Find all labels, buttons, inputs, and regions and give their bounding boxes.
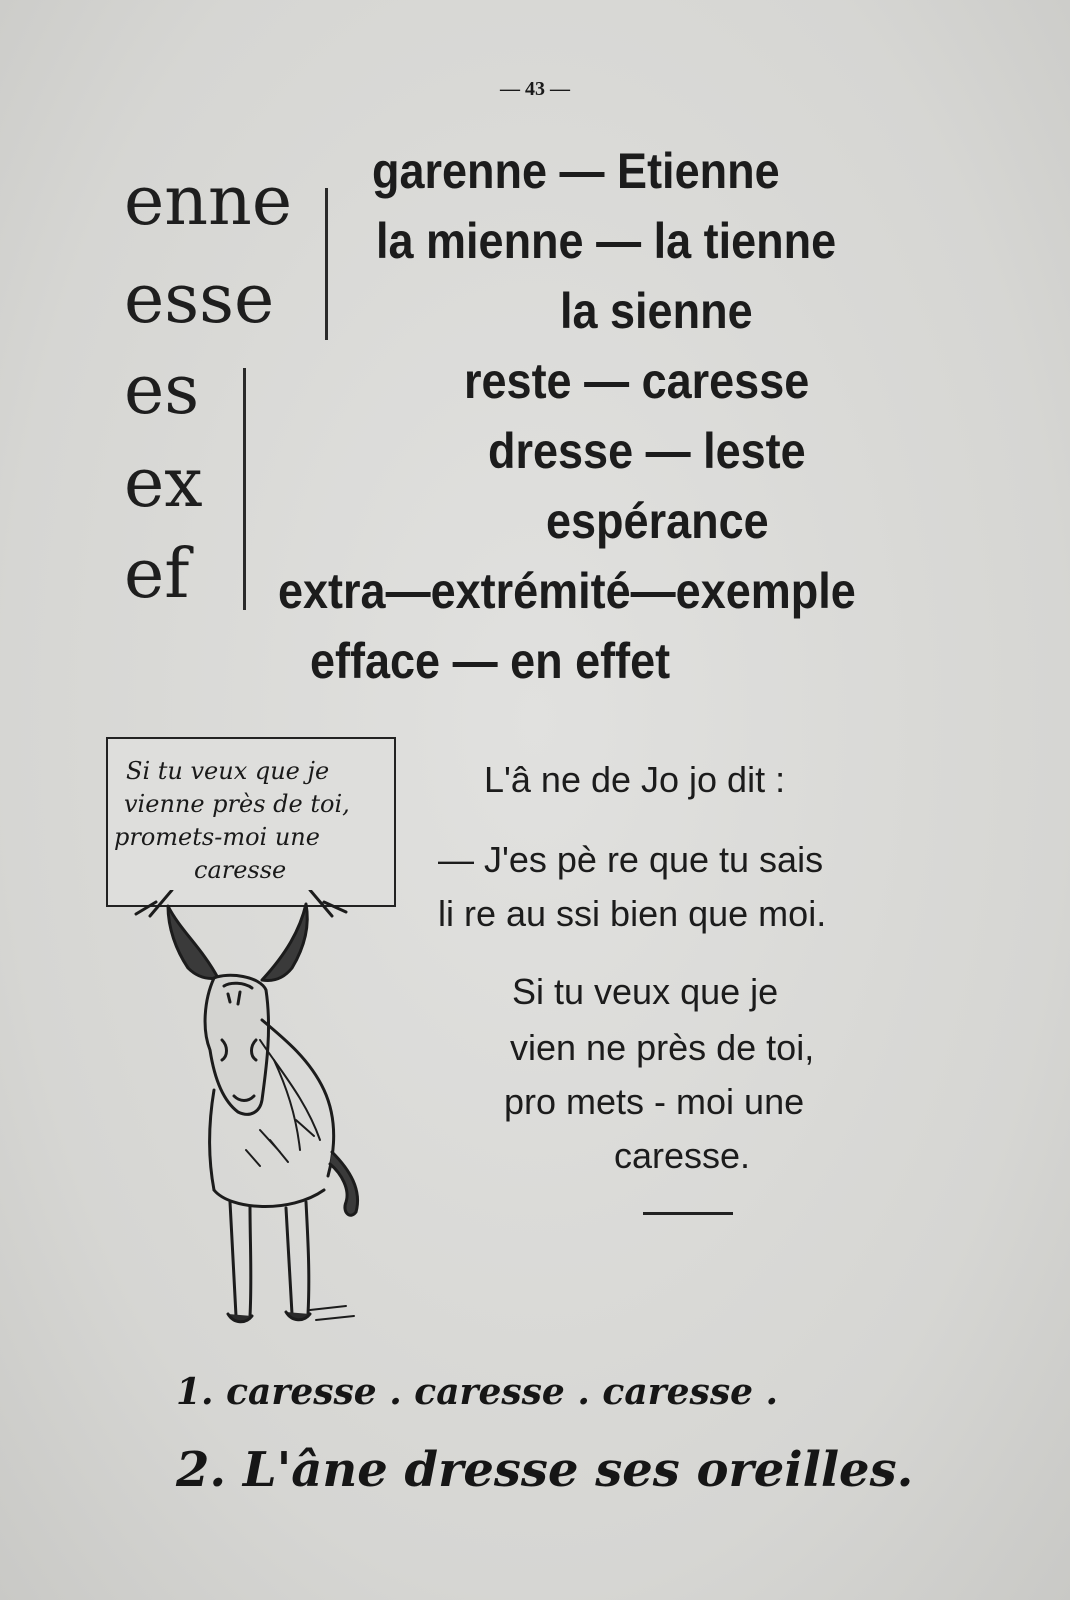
- syllable-enne: enne: [124, 162, 293, 241]
- donkey-illustration: [110, 890, 370, 1350]
- word-line-8: efface — en effet: [310, 633, 671, 689]
- sign-line-4: caresse: [194, 856, 287, 884]
- word-line-2: la mienne — la tienne: [376, 213, 837, 269]
- poem-line-1: Si tu veux que je: [512, 971, 779, 1012]
- syllable-es: es: [124, 351, 200, 430]
- word-line-1: garenne — Etienne: [372, 143, 780, 199]
- syllable-ef: ef: [124, 535, 190, 614]
- syllable-esse: esse: [124, 260, 275, 339]
- donkey-sign: [106, 737, 396, 907]
- poem-line-2: vien ne près de toi,: [510, 1027, 815, 1068]
- sign-line-2: vienne près de toi,: [124, 790, 350, 818]
- poem-line-4: caresse.: [614, 1135, 751, 1176]
- copy-line-2: 2. L'âne dresse ses oreilles.: [176, 1442, 914, 1498]
- syllable-divider-bottom: [243, 368, 246, 610]
- speech-line-1: — J'es pè re que tu sais: [438, 839, 824, 880]
- word-line-3: la sienne: [560, 283, 753, 339]
- word-line-6: espérance: [546, 493, 769, 549]
- section-rule: [643, 1212, 733, 1215]
- word-line-4: reste — caresse: [464, 353, 810, 409]
- syllable-divider-top: [325, 188, 328, 340]
- story-title: L'â ne de Jo jo dit :: [484, 759, 786, 800]
- speech-line-2: li re au ssi bien que moi.: [438, 893, 827, 934]
- page-number: — 43 —: [500, 78, 570, 100]
- word-line-7: extra—extrémité—exemple: [278, 563, 856, 619]
- copy-line-1: 1. caresse . caresse . caresse .: [176, 1371, 779, 1413]
- syllable-ex: ex: [124, 444, 203, 523]
- sign-line-3: promets-moi une: [114, 823, 320, 851]
- poem-line-3: pro mets - moi une: [504, 1081, 805, 1122]
- word-line-5: dresse — leste: [488, 423, 806, 479]
- sign-line-1: Si tu veux que je: [126, 757, 330, 785]
